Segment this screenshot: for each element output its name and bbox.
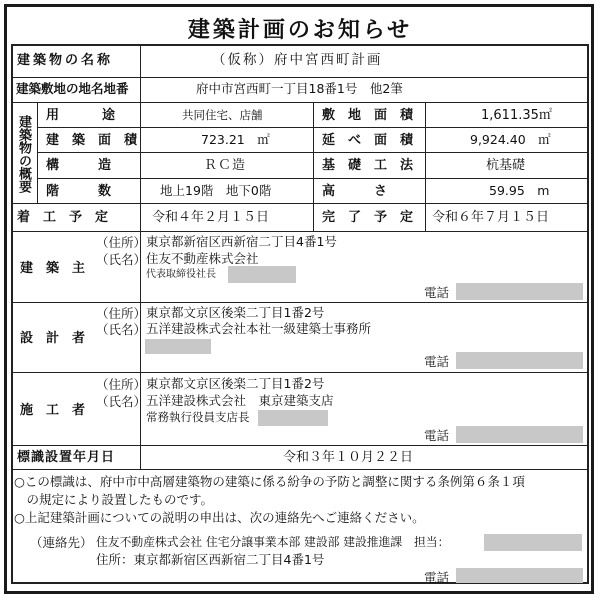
building-name-label: 建築物の名称 (17, 53, 114, 68)
designer-phone-label: 電話 (424, 354, 450, 369)
completion-value: 令和６年７月１５日 (432, 210, 550, 225)
row-divider (11, 102, 589, 103)
designer-name: 五洋建設株式会社本社一級建築士事務所 (146, 321, 372, 336)
notice-title: 建築計画のお知らせ (187, 18, 413, 43)
contractor-address: 東京都文京区後楽二丁目1番2号 (146, 376, 325, 391)
redacted-phone (456, 426, 583, 443)
structure-value: ＲＣ造 (204, 158, 247, 173)
floors-value: 地上19階 地下0階 (160, 183, 272, 198)
start-label: 着 工 予 定 (17, 210, 109, 225)
redacted-name (258, 410, 328, 426)
height-value: 59.95 m (489, 183, 550, 198)
redacted-name (145, 339, 211, 354)
start-value: 令和４年２月１５日 (152, 210, 270, 225)
contractor-rep-title: 常務執行役員支店長 (146, 410, 250, 424)
contractor-address-label: （住所） (96, 377, 147, 392)
building-area-value: 723.21 ㎡ (201, 132, 270, 147)
owner-rep-title: 代表取締役社長 (146, 269, 216, 280)
row-divider (11, 302, 589, 303)
foundation-value: 杭基礎 (486, 158, 526, 173)
row-divider (11, 445, 589, 446)
col-divider (140, 203, 141, 231)
designer-label: 設 計 者 (20, 331, 86, 346)
contact-company: 住友不動産株式会社 住宅分譲事業本部 建設部 建設推進課 担当： (96, 535, 450, 549)
redacted-name (228, 266, 296, 283)
contact-label: （連絡先） (30, 535, 93, 550)
row-divider (11, 372, 589, 373)
sign-date-value: 令和３年１０月２２日 (283, 450, 414, 465)
redacted-phone (456, 568, 583, 583)
row-divider (11, 77, 589, 78)
site-address-label: 建築敷地の地名地番 (16, 81, 129, 96)
floor-area-value: 9,924.40 ㎡ (470, 132, 551, 147)
completion-label: 完 了 予 定 (322, 210, 414, 225)
site-area-value: 1,611.35㎡ (481, 108, 552, 123)
designer-name-label: （氏名） (96, 322, 147, 337)
owner-label: 建 築 主 (20, 261, 86, 276)
floors-label: 階 数 (46, 184, 112, 199)
sign-date-label: 標識設置年月日 (17, 450, 116, 465)
owner-name: 住友不動産株式会社 (146, 251, 259, 266)
building-area-label: 建 築 面 積 (46, 133, 138, 148)
contact-address: 住所：東京都新宿区西新宿二丁目4番1号 (96, 552, 325, 567)
structure-label: 構 造 (46, 158, 112, 173)
row-divider (11, 469, 589, 470)
contact-phone-label: 電話 (424, 570, 450, 585)
foundation-label: 基 礎 工 法 (322, 158, 414, 173)
col-divider (313, 102, 314, 231)
owner-name-label: （氏名） (96, 252, 147, 267)
col-divider (37, 102, 38, 203)
contractor-phone-label: 電話 (424, 428, 450, 443)
col-divider (140, 44, 141, 102)
contractor-name-label: （氏名） (96, 394, 147, 409)
designer-address-label: （住所） (96, 306, 147, 321)
use-value: 共同住宅、店舗 (182, 108, 263, 122)
col-divider (425, 102, 426, 231)
row-divider (11, 231, 589, 232)
col-divider (140, 102, 141, 203)
redacted-phone (456, 352, 583, 369)
row-divider (11, 203, 589, 204)
redacted-phone (456, 283, 583, 300)
notice-line-1: ○この標識は、府中市中高層建築物の建築に係る紛争の予防と調整に関する条例第６条１項 (14, 474, 525, 489)
site-address-value: 府中市宮西町一丁目18番1号 他2筆 (196, 81, 403, 96)
site-area-label: 敷 地 面 積 (322, 108, 414, 123)
contractor-label: 施 工 者 (20, 403, 86, 418)
owner-phone-label: 電話 (424, 285, 450, 300)
owner-address: 東京都新宿区西新宿二丁目4番1号 (146, 234, 337, 249)
redacted-contact-person (484, 534, 582, 551)
owner-address-label: （住所） (96, 235, 147, 250)
height-label: 高 さ (322, 184, 388, 199)
building-outline-label: 建築物の概要 (16, 115, 31, 193)
notice-line-2: の規定により設置したものです。 (14, 492, 214, 507)
contractor-name: 五洋建設株式会社 東京建築支店 (146, 393, 334, 408)
building-name-value: （仮称）府中宮西町計画 (212, 52, 383, 68)
designer-address: 東京都文京区後楽二丁目1番2号 (146, 305, 325, 320)
floor-area-label: 延 べ 面 積 (322, 133, 414, 148)
use-label: 用 途 (46, 108, 117, 123)
notice-line-3: ○上記建築計画についての説明の申出は、次の連絡先へご連絡ください。 (14, 510, 425, 525)
